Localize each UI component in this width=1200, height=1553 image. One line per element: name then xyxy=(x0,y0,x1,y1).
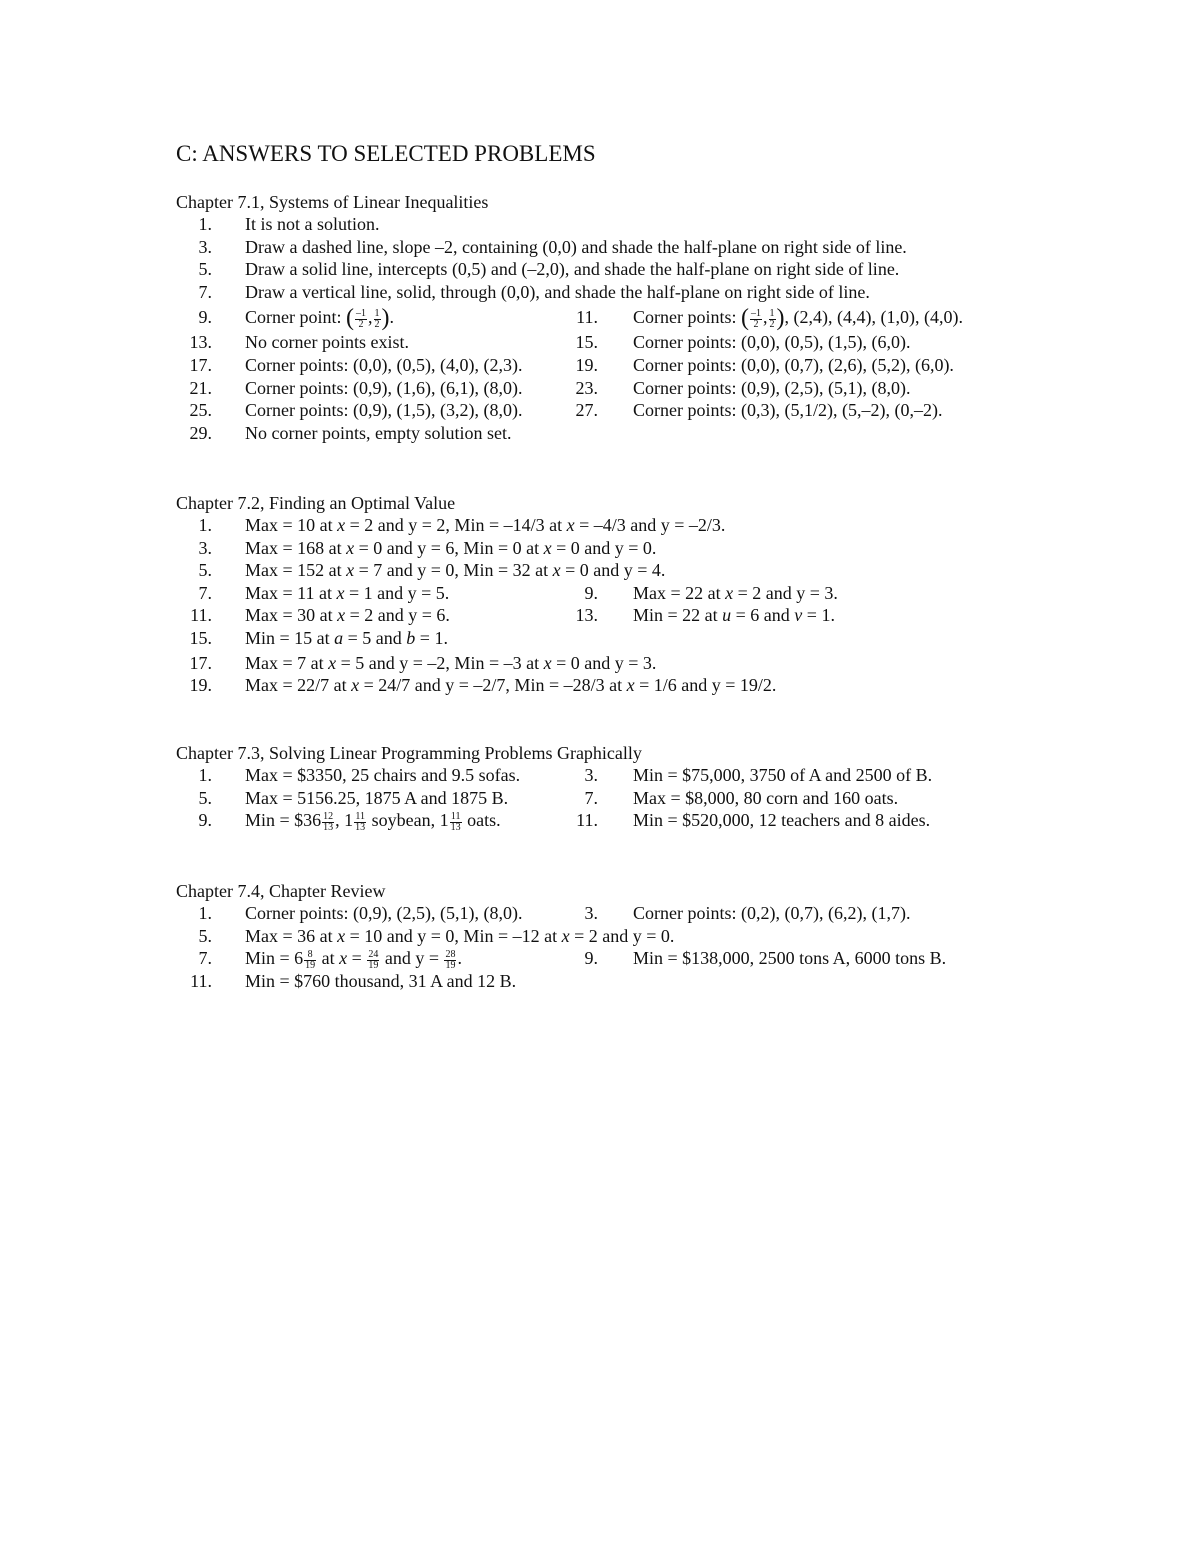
answer-row xyxy=(176,303,1056,331)
answer-text: Corner points: (0,9), (1,6), (6,1), (8,0). xyxy=(245,377,523,398)
answer-text: Corner points: (0,9), (2,5), (5,1), (8,0). xyxy=(245,903,523,923)
answer-text: Draw a solid line, intercepts (0,5) and (–2,0), and shade the half-plane on right side of line. xyxy=(245,259,900,280)
answer-row xyxy=(176,604,1056,627)
section-heading: Chapter 7.4, Chapter Review xyxy=(176,881,386,901)
answer-prefix: Corner point: xyxy=(245,307,342,328)
problem-number: 5. xyxy=(198,925,212,946)
answer-text: Min = 15 at a = 5 and b = 1. xyxy=(245,627,448,648)
answer-row xyxy=(176,537,1056,560)
answer-text: Min = 6 $\frac{8}{19}$ at x = $\frac{24}{19}$ and y = $\frac{28}{19}$ . xyxy=(245,948,462,971)
problem-number: 9. xyxy=(584,582,598,603)
answer-text: No corner points exist. xyxy=(245,332,409,353)
fraction: $\frac{1}{2}$ xyxy=(374,307,380,330)
answer-row xyxy=(176,213,1056,236)
answer-text: Max = 168 at x = 0 and y = 6, Min = 0 at x = 0 and y = 0. xyxy=(245,537,657,558)
fraction: $\frac{11}{13}$ xyxy=(450,810,461,833)
answer-text: Corner points: (0,2), (0,7), (6,2), (1,7). xyxy=(633,903,911,923)
answer-text: Max = 22 at x = 2 and y = 3. xyxy=(633,582,838,603)
problem-number: 7. xyxy=(584,787,598,808)
answer-text: Corner points: ( $\frac{-1}{2}$ , $\frac{1}{2}$ ), (2,4), (4,4), (1,0), (4,0). xyxy=(633,305,963,332)
problem-number: 11. xyxy=(576,810,598,831)
problem-number: 1. xyxy=(198,765,212,785)
answer-text: Corner points: (0,9), (2,5), (5,1), (8,0). xyxy=(633,377,911,398)
answer-text: Min = $138,000, 2500 tons A, 6000 tons B. xyxy=(633,948,947,969)
answer-text: No corner points, empty solution set. xyxy=(245,422,512,443)
problem-number: 9. xyxy=(584,948,598,969)
answer-row xyxy=(176,281,1056,304)
section-heading: Chapter 7.1, Systems of Linear Inequalities xyxy=(176,192,489,212)
problem-number: 7. xyxy=(198,582,212,603)
answer-text: Max = 10 at x = 2 and y = 2, Min = –14/3 at x = –4/3 and y = –2/3. xyxy=(245,515,726,535)
answer-row xyxy=(176,559,1056,582)
answer-text: Corner points: (0,0), (0,5), (4,0), (2,3). xyxy=(245,354,523,375)
problem-number: 3. xyxy=(198,236,212,257)
answer-row xyxy=(176,236,1056,259)
problem-number: 11. xyxy=(576,307,598,328)
problem-number: 9. xyxy=(198,810,212,831)
section-7-3 xyxy=(176,742,1056,832)
answer-text: It is not a solution. xyxy=(245,214,380,234)
fraction: $\frac{-1}{2}$ xyxy=(356,307,366,330)
problem-number: 9. xyxy=(198,307,212,328)
problem-number: 5. xyxy=(198,560,212,581)
answer-text: Corner points: (0,0), (0,5), (1,5), (6,0). xyxy=(633,332,911,353)
problem-number: 1. xyxy=(198,214,212,234)
section-7-4 xyxy=(176,880,1056,992)
answer-row xyxy=(176,627,1056,650)
answer-row xyxy=(176,970,1056,993)
answer-text: Min = $75,000, 3750 of A and 2500 of B. xyxy=(633,765,933,785)
problem-number: 7. xyxy=(198,948,212,969)
section-heading: Chapter 7.2, Finding an Optimal Value xyxy=(176,493,456,513)
fraction: $\frac{28}{19}$ xyxy=(445,948,456,971)
answer-suffix: , (2,4), (4,4), (1,0), (4,0). xyxy=(784,307,963,328)
answer-row xyxy=(176,582,1056,605)
answer-text: Draw a vertical line, solid, through (0,0), and shade the half-plane on right side of line. xyxy=(245,281,870,302)
answer-text: Min = 22 at u = 6 and v = 1. xyxy=(633,605,835,626)
section-7-2 xyxy=(176,492,1056,697)
problem-number: 13. xyxy=(189,332,212,353)
problem-number: 13. xyxy=(575,605,598,626)
problem-number: 7. xyxy=(198,281,212,302)
answer-row xyxy=(176,809,1056,832)
problem-number: 5. xyxy=(198,787,212,808)
problem-number: 1. xyxy=(198,515,212,535)
problem-number: 21. xyxy=(189,377,212,398)
answer-row xyxy=(176,925,1056,948)
answer-text: Draw a dashed line, slope –2, containing (0,0) and shade the half-plane on right side of line. xyxy=(245,236,907,257)
problem-number: 11. xyxy=(190,605,212,626)
answer-text: Max = 7 at x = 5 and y = –2, Min = –3 at x = 0 and y = 3. xyxy=(245,652,657,673)
answer-row xyxy=(176,947,1056,970)
fraction: $\frac{1}{2}$ xyxy=(769,307,775,330)
answer-row xyxy=(176,764,1056,787)
problem-number: 3. xyxy=(584,903,598,923)
answer-text: Max = $3350, 25 chairs and 9.5 sofas. xyxy=(245,765,521,785)
answer-row xyxy=(176,787,1056,810)
answer-row xyxy=(176,331,1056,354)
answer-row xyxy=(176,674,1056,697)
answer-text: Max = 22/7 at x = 24/7 and y = –2/7, Min = –28/3 at x = 1/6 and y = 19/2. xyxy=(245,675,777,696)
answer-text: Max = 36 at x = 10 and y = 0, Min = –12 at x = 2 and y = 0. xyxy=(245,925,675,946)
answer-row xyxy=(176,652,1056,675)
answer-text: Corner point: ( $\frac{-1}{2}$ , $\frac{1}{2}$ ). xyxy=(245,305,394,332)
section-7-1 xyxy=(176,191,1056,444)
problem-number: 17. xyxy=(189,652,212,673)
answer-row xyxy=(176,354,1056,377)
answer-text: Min = $36 $\frac{12}{13}$ , 1 $\frac{11}{13}$ soybean, 1 $\frac{11}{13}$ oats. xyxy=(245,810,501,833)
answer-text: Min = $760 thousand, 31 A and 12 B. xyxy=(245,970,517,991)
problem-number: 3. xyxy=(198,537,212,558)
fraction: $\frac{24}{19}$ xyxy=(368,948,379,971)
answer-row xyxy=(176,258,1056,281)
problem-number: 23. xyxy=(575,377,598,398)
answer-text: Max = 30 at x = 2 and y = 6. xyxy=(245,605,450,626)
fraction: $\frac{8}{19}$ xyxy=(305,948,316,971)
problem-number: 19. xyxy=(189,675,212,696)
answer-text: Min = $520,000, 12 teachers and 8 aides. xyxy=(633,810,931,831)
answer-text: Max = 152 at x = 7 and y = 0, Min = 32 at x = 0 and y = 4. xyxy=(245,560,666,581)
problem-number: 25. xyxy=(189,400,212,421)
fraction: $\frac{-1}{2}$ xyxy=(751,307,761,330)
problem-number: 27. xyxy=(575,400,598,421)
answer-row xyxy=(176,377,1056,400)
fraction: $\frac{11}{13}$ xyxy=(355,810,366,833)
problem-number: 11. xyxy=(190,970,212,991)
problem-number: 15. xyxy=(575,332,598,353)
problem-number: 15. xyxy=(189,627,212,648)
answer-text: Corner points: (0,0), (0,7), (2,6), (5,2), (6,0). xyxy=(633,354,954,375)
problem-number: 1. xyxy=(198,903,212,923)
problem-number: 17. xyxy=(189,354,212,375)
answer-text: Max = $8,000, 80 corn and 160 oats. xyxy=(633,787,899,808)
problem-number: 3. xyxy=(584,765,598,785)
fraction: $\frac{12}{13}$ xyxy=(323,810,334,833)
page-title: C: ANSWERS TO SELECTED PROBLEMS xyxy=(176,141,596,166)
answer-row xyxy=(176,399,1056,422)
answer-row xyxy=(176,422,1056,445)
problem-number: 19. xyxy=(575,354,598,375)
answer-text: Corner points: (0,3), (5,1/2), (5,–2), (0,–2). xyxy=(633,400,943,421)
answer-row xyxy=(176,514,1056,537)
answer-prefix: Corner points: xyxy=(633,307,737,328)
section-heading: Chapter 7.3, Solving Linear Programming Problems Graphically xyxy=(176,743,642,763)
answer-text: Max = 5156.25, 1875 A and 1875 B. xyxy=(245,787,509,808)
answer-row xyxy=(176,902,1056,925)
problem-number: 29. xyxy=(189,422,212,443)
problem-number: 5. xyxy=(198,259,212,280)
answer-text: Corner points: (0,9), (1,5), (3,2), (8,0). xyxy=(245,400,523,421)
answer-text: Max = 11 at x = 1 and y = 5. xyxy=(245,582,450,603)
